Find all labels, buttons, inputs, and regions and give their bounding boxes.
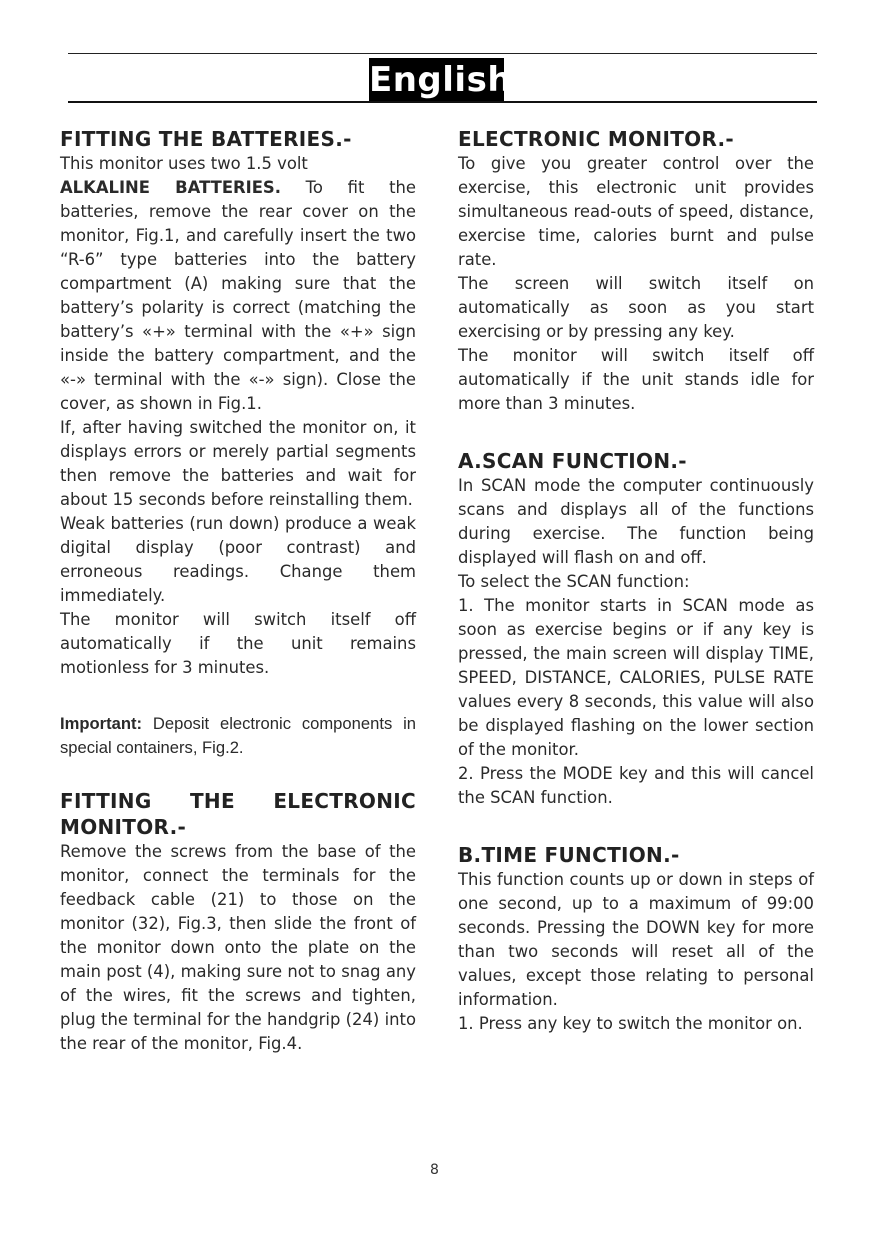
scan-paragraph-3: 1. The monitor starts in SCAN mode as soon as exercise begins or if any key is pressed, the main screen will display TIME, SPEED, DISTANCE, CALORIES, PULSE RATE values every 8 seconds, this value will also be displayed flashing on the lower section of the monitor.	[458, 596, 814, 759]
important-label: Important:	[60, 714, 143, 733]
fitting-monitor-paragraph: Remove the screws from the base of the monitor, connect the terminals for the feedback cable (21) to those on the monitor (32), Fig.3, then slide the front of the monitor down onto the plate on the main post (4), making sure not to snag any of the wires, fit the screws and tighten, plug the terminal for the handgrip (24) into the rear of the monitor, Fig.4.	[60, 842, 416, 1053]
language-title: English	[369, 60, 513, 100]
electronic-monitor-heading: ELECTRONIC MONITOR.-	[458, 127, 735, 151]
batteries-intro-text: This monitor uses two 1.5 volt	[60, 154, 308, 173]
scan-function-heading: A.SCAN FUNCTION.-	[458, 449, 687, 473]
scan-paragraph-1: In SCAN mode the computer continuously scans and displays all of the functions during exercise. The function being displayed will flash on and off.	[458, 476, 814, 567]
important-note	[60, 712, 416, 760]
time-paragraph-2: 1. Press any key to switch the monitor on.	[458, 1014, 803, 1033]
header-bottom-rule	[68, 101, 817, 103]
batteries-paragraph-1	[60, 152, 416, 416]
alkaline-batteries-text: ALKALINE BATTERIES.	[60, 178, 281, 197]
right-column	[458, 126, 814, 1036]
monitor-paragraph-3: The monitor will switch itself off automatically if the unit stands idle for more than 3 minutes.	[458, 346, 814, 413]
important-text: Deposit electronic components in special containers, Fig.2.	[60, 714, 416, 757]
batteries-instructions-text: To fit the batteries, remove the rear cover on the monitor, Fig.1, and carefully insert the two “R-6” type batteries into the battery compartment (A) making sure that the battery’s polarity is correct (matching the battery’s «+» terminal with the «+» sign inside the battery compartment, and the «-» terminal with the «-» sign). Close the cover, as shown in Fig.1.	[60, 178, 416, 413]
page-number: 8	[430, 1162, 439, 1178]
header-top-rule	[68, 53, 817, 54]
scan-paragraph-2: To select the SCAN function:	[458, 572, 690, 591]
scan-paragraph-4: 2. Press the MODE key and this will cancel the SCAN function.	[458, 764, 814, 807]
fitting-monitor-heading: FITTING THE ELECTRONIC MONITOR.-	[60, 789, 416, 839]
time-paragraph-1: This function counts up or down in steps of one second, up to a maximum of 99:00 seconds. Pressing the DOWN key for more than two seconds will reset all of the values, except those relating to personal information.	[458, 870, 814, 1009]
batteries-paragraph-2: If, after having switched the monitor on, it displays errors or merely partial segments then remove the batteries and wait for about 15 seconds before reinstalling them.	[60, 418, 416, 509]
batteries-paragraph-4: The monitor will switch itself off automatically if the unit remains motionless for 3 minutes.	[60, 610, 416, 677]
time-function-heading: B.TIME FUNCTION.-	[458, 843, 680, 867]
monitor-paragraph-1: To give you greater control over the exercise, this electronic unit provides simultaneous read-outs of speed, distance, exercise time, calories burnt and pulse rate.	[458, 154, 814, 269]
fitting-batteries-heading: FITTING THE BATTERIES.-	[60, 127, 352, 151]
monitor-paragraph-2: The screen will switch itself on automatically as soon as you start exercising or by pressing any key.	[458, 274, 814, 341]
batteries-paragraph-3: Weak batteries (run down) produce a weak digital display (poor contrast) and erroneous readings. Change them immediately.	[60, 514, 416, 605]
left-column	[60, 126, 416, 1056]
